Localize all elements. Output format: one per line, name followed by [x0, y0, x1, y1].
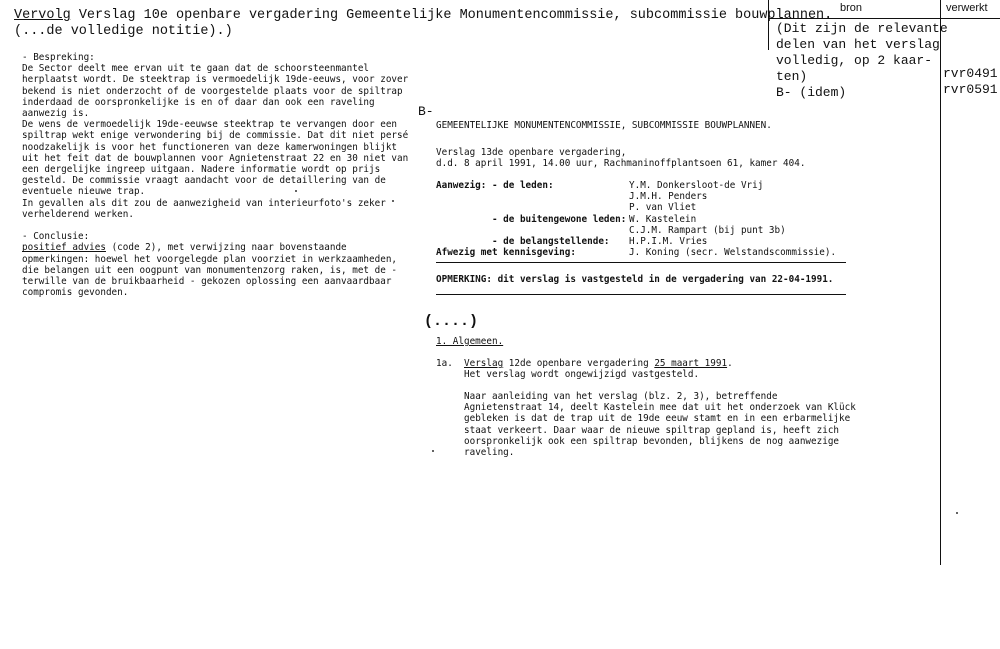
title-line1-rest: Verslag 10e openbare vergadering Gemeentelijke Monumentencommissie, subcommissie bouwplannen. [70, 8, 833, 23]
ellipsis: (....) [424, 313, 479, 330]
item-mid: 12de openbare vergadering [503, 358, 655, 369]
item-date: 25 maart 1991 [654, 358, 728, 369]
bespreking-text: De Sector deelt mee ervan uit te gaan dat de schoorsteenmantel herplaatst wordt. De steektrap is vermoedelijk 19de-eeuws, voor zover bekend is niet onderzocht of de voorgestelde plaats voor de spiltrap inderdaad de oorspronkelijke is en of daar dan ook een raveling aanwezig is. De wens de vermoedelijk 19de-eeuwse steektrap te vervangen door een spiltrap wekt enige verwondering bij de commissie. Dat dit niet persé noodzakelijk is voor het functioneren van deze kamerwoningen blijkt uit het feit dat de bouwplannen voor Agnietenstraat 22 en 30 niet van een dergelijke ingreep uitgaan. Nadere informatie wordt op prijs gesteld. De commissie vraagt aandacht voor de detaillering van de eventuele nieuwe trap. In gevallen als dit zou de aanwezigheid van interieurfoto's zeker verhelderend werken. [22, 63, 409, 220]
item-paragraph: Naar aanleiding van het verslag (blz. 2, 3), betreffende Agnietenstraat 14, deelt Kastelein mee dat uit het onderzoek van Klück gebleken is dat de trap uit de 19de eeuw stamt en in een erbarmelijke staat verkeert. Daar waar de nieuwe spiltrap gepland is, heeft zich oorspronkelijk ook een spiltrap bevonden, blijkens de nog aanwezige raveling. [464, 391, 856, 459]
col-header-verwerkt: verwerkt [946, 2, 988, 14]
opmerking: OPMERKING: dit verslag is vastgesteld in de vergadering van 22-04-1991. [436, 274, 834, 285]
advies-underlined: positief advies [22, 242, 106, 254]
scan-speck [956, 512, 958, 514]
rule-top [436, 262, 846, 263]
left-notes [22, 52, 408, 298]
title-line2: (...de volledige notitie).) [14, 24, 233, 39]
report-heading: GEMEENTELIJKE MONUMENTENCOMMISSIE, SUBCOMMISSIE BOUWPLANNEN. [436, 120, 772, 131]
item-end: . [727, 358, 733, 369]
item-line2: Het verslag wordt ongewijzigd vastgesteld. [464, 369, 700, 380]
conclusie-label: - Conclusie: [22, 231, 90, 243]
title-prefix: Vervolg [14, 8, 71, 23]
item-number: 1a. [436, 358, 453, 369]
attendance-labels: Aanwezig: - de leden: - de buitengewone leden: - de belangstellende: Afwezig met kennisgeving: [436, 180, 627, 259]
col-header-bron: bron [840, 2, 863, 14]
scan-speck [295, 190, 297, 192]
rule-bottom [436, 294, 846, 295]
b-mark: B- [418, 104, 434, 119]
item-line1 [464, 358, 733, 369]
section-algemeen: 1. Algemeen. [436, 336, 504, 347]
item-verslag: Verslag [464, 358, 504, 369]
bron-note: (Dit zijn de relevante delen van het verslag volledig, op 2 kaar- ten) B- (idem) [776, 21, 948, 100]
verwerkt-codes: rvr0491 rvr0591 [943, 66, 998, 97]
advies-rest: (code 2), met verwijzing naar bovenstaande opmerkingen: hoewel het voorgelegde plan voorziet in werkzaamheden, die belangen uit een oogpunt van monumentenzorg raken, is, met de - terwille van de bruikbaarheid - gekozen oplossing een aanvaardbaar compromis gevonden. [22, 242, 398, 299]
scan-speck [392, 200, 394, 202]
scan-speck [432, 450, 434, 452]
report-meeting: Verslag 13de openbare vergadering, d.d. 8 april 1991, 14.00 uur, Rachmaninoffplantsoen 61, kamer 404. [436, 147, 806, 170]
page-title [14, 8, 832, 40]
attendance-names: Y.M. Donkersloot-de Vrij J.M.H. Penders P. van Vliet W. Kastelein C.J.M. Rampart (bij punt 3b) H.P.I.M. Vries J. Koning (secr. Welstandscommissie). [629, 180, 837, 259]
bespreking-label: - Bespreking: [22, 52, 95, 63]
